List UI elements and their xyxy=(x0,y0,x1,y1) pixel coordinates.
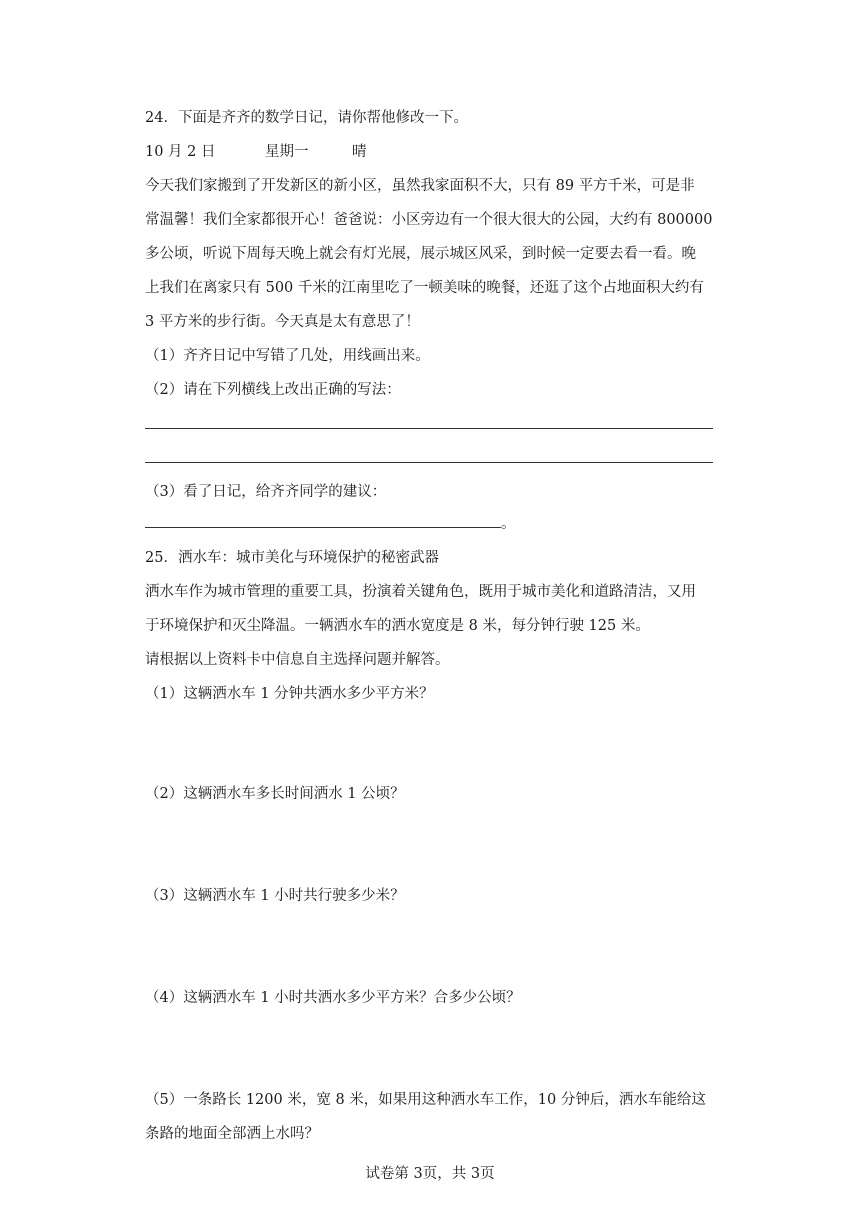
q25-sub4: （4）这辆洒水车 1 小时共洒水多少平方米？合多少公顷？ xyxy=(145,990,521,1006)
q24-part3: （3）看了日记，给齐齐同学的建议： xyxy=(145,484,387,500)
suggestion-line[interactable] xyxy=(145,527,501,528)
diary-weather: 晴 xyxy=(352,144,367,160)
q25-sub5-line: 条路的地面全部洒上水吗？ xyxy=(145,1126,319,1142)
diary-line: 上我们在离家只有 500 千米的江南里吃了一顿美味的晚餐，还逛了这个占地面积大约有 xyxy=(145,280,704,296)
page-footer: 试卷第 3页，共 3页 xyxy=(365,1166,495,1182)
diary-weekday: 星期一 xyxy=(265,144,309,160)
diary-line: 常温馨！我们全家都很开心！爸爸说：小区旁边有一个很大很大的公园，大约有 800000 xyxy=(145,212,713,228)
q25-intro-line: 于环境保护和灭尘降温。一辆洒水车的洒水宽度是 8 米，每分钟行驶 125 米。 xyxy=(145,618,650,634)
diary-line: 多公顷，听说下周每天晚上就会有灯光展，展示城区风采，到时候一定要去看一看。晚 xyxy=(145,246,696,262)
q24-part1: （1）齐齐日记中写错了几处，用线画出来。 xyxy=(145,348,430,364)
q25-sub5-line: （5）一条路长 1200 米，宽 8 米，如果用这种洒水车工作，10 分钟后，洒水车能给这 xyxy=(145,1092,706,1108)
q25-instruction: 请根据以上资料卡中信息自主选择问题并解答。 xyxy=(145,652,450,668)
q25-sub2: （2）这辆洒水车多长时间洒水 1 公顷？ xyxy=(145,786,405,802)
diary-line: 3 平方米的步行街。今天真是太有意思了！ xyxy=(145,314,420,330)
suggestion-end-mark: 。 xyxy=(501,516,516,532)
q25-sub1: （1）这辆洒水车 1 分钟共洒水多少平方米？ xyxy=(145,686,434,702)
q24-part2: （2）请在下列横线上改出正确的写法： xyxy=(145,382,401,398)
q25-sub3: （3）这辆洒水车 1 小时共行驶多少米？ xyxy=(145,888,405,904)
answer-line[interactable] xyxy=(145,462,713,463)
q24-title: 24．下面是齐齐的数学日记，请你帮他修改一下。 xyxy=(145,110,468,126)
diary-date: 10 月 2 日 xyxy=(145,144,216,160)
diary-line: 今天我们家搬到了开发新区的新小区，虽然我家面积不大，只有 89 平方千米，可是非 xyxy=(145,178,695,194)
q25-title: 25．洒水车：城市美化与环境保护的秘密武器 xyxy=(145,550,439,566)
q25-intro-line: 洒水车作为城市管理的重要工具，扮演着关键角色，既用于城市美化和道路清洁，又用 xyxy=(145,584,696,600)
answer-line[interactable] xyxy=(145,428,713,429)
